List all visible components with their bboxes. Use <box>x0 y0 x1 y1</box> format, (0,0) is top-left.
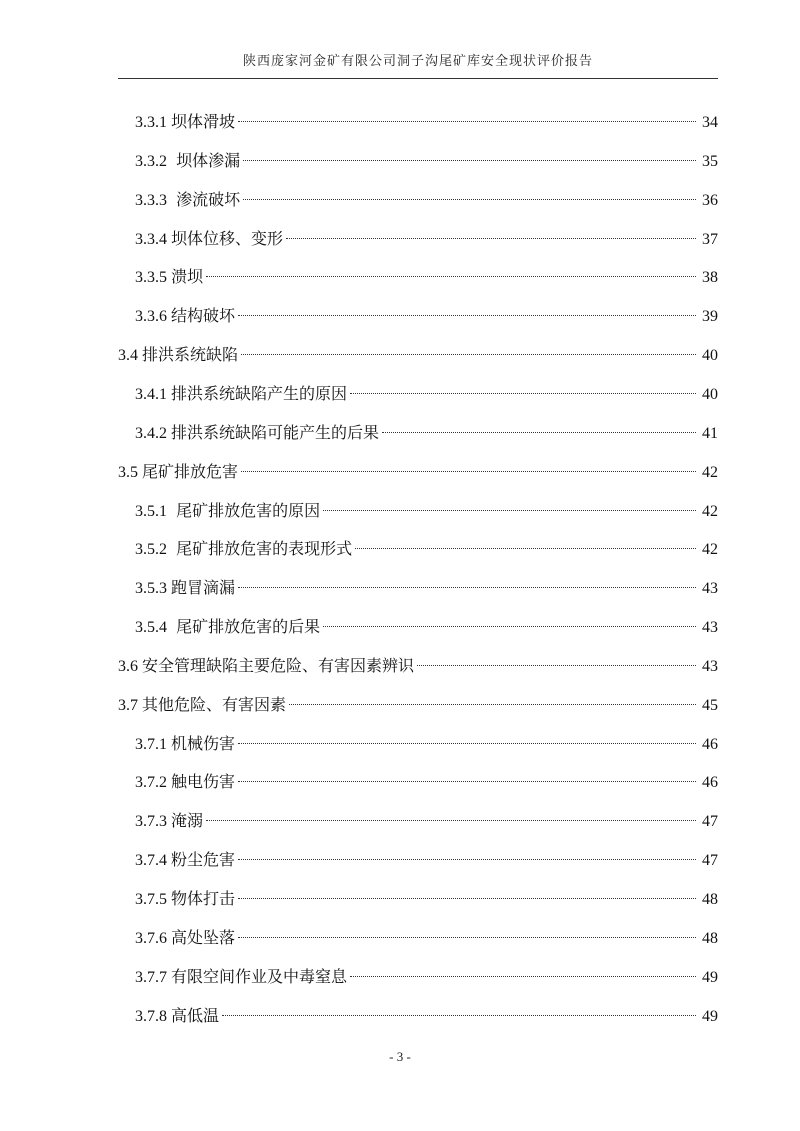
toc-entry-number: 3.3.6 <box>135 308 167 326</box>
toc-entry-number: 3.7.1 <box>135 735 167 753</box>
toc-entry[interactable] <box>118 692 718 718</box>
toc-dot-leader <box>206 820 696 821</box>
toc-entry-title: 淹溺 <box>171 811 204 831</box>
toc-entry-page: 42 <box>702 502 718 520</box>
toc-entry-page: 37 <box>702 230 718 248</box>
toc-entry-number: 3.7.6 <box>135 929 167 947</box>
toc-entry-page: 38 <box>702 269 718 287</box>
toc-dot-leader <box>350 976 696 977</box>
toc-entry-page: 45 <box>702 696 718 714</box>
toc-entry[interactable] <box>135 886 718 912</box>
toc-entry-page: 49 <box>702 1007 718 1025</box>
toc-entry[interactable] <box>135 614 718 640</box>
toc-entry-title: 机械伤害 <box>171 733 236 753</box>
toc-dot-leader <box>238 859 696 860</box>
toc-entry-title: 有限空间作业及中毒窒息 <box>171 966 348 986</box>
toc-entry-number: 3.5.4 <box>135 619 167 637</box>
toc-entry[interactable] <box>135 964 718 990</box>
toc-entry[interactable] <box>135 148 718 174</box>
toc-entry-page: 49 <box>702 968 718 986</box>
toc-entry-title: 高低温 <box>171 1005 220 1025</box>
toc-entry[interactable] <box>135 226 718 252</box>
toc-dot-leader <box>286 238 696 239</box>
page-header: 陕西庞家河金矿有限公司洞子沟尾矿库安全现状评价报告 <box>242 54 593 69</box>
toc-entry-title: 高处坠落 <box>171 927 236 947</box>
toc-dot-leader <box>241 354 696 355</box>
toc-entry-number: 3.3.1 <box>135 114 167 131</box>
toc-entry-title: 触电伤害 <box>171 772 236 792</box>
toc-entry-page: 46 <box>702 774 718 792</box>
toc-entry-page: 48 <box>702 891 718 908</box>
toc-entry[interactable] <box>135 420 718 446</box>
toc-entry-title: 排洪系统缺陷产生的原因 <box>171 383 348 403</box>
toc-dot-leader <box>238 587 696 588</box>
toc-entry-title: 排洪系统缺陷可能产生的后果 <box>171 422 380 442</box>
toc-dot-leader <box>238 315 696 316</box>
toc-entry-page: 48 <box>702 929 718 947</box>
toc-dot-leader <box>238 898 696 899</box>
toc-entry-page: 43 <box>702 657 718 675</box>
toc-dot-leader <box>222 1015 696 1016</box>
toc-entry[interactable] <box>118 653 718 679</box>
toc-entry-page: 47 <box>702 852 718 870</box>
toc-dot-leader <box>238 743 696 744</box>
toc-entry-title: 安全管理缺陷主要危险、有害因素辨识 <box>142 655 415 675</box>
toc-entry-title: 渗流破坏 <box>171 189 241 209</box>
toc-entry-number: 3.6 <box>118 657 138 675</box>
toc-entry[interactable] <box>135 1003 718 1029</box>
toc-entry-number: 3.7.7 <box>135 968 167 986</box>
toc-entry-number: 3.4.1 <box>135 385 167 403</box>
toc-entry-page: 40 <box>702 385 718 403</box>
toc-entry-page: 47 <box>702 813 718 831</box>
toc-entry-title: 坝体位移、变形 <box>171 228 284 248</box>
toc-entry[interactable] <box>135 847 718 873</box>
toc-entry-title: 其他危险、有害因素 <box>142 694 287 714</box>
toc-entry-number: 3.3.2 <box>135 152 167 170</box>
toc-entry-page: 43 <box>702 580 718 598</box>
toc-entry-title: 尾矿排放危害 <box>142 461 239 481</box>
toc-entry-page: 35 <box>702 152 718 170</box>
toc-entry-number: 3.5 <box>118 463 138 481</box>
toc-dot-leader <box>206 276 696 277</box>
toc-entry-page: 41 <box>702 424 718 442</box>
toc-dot-leader <box>417 665 696 666</box>
toc-entry-title: 尾矿排放危害的后果 <box>171 617 321 637</box>
toc-entry-title: 粉尘危害 <box>171 850 236 870</box>
toc-dot-leader <box>323 510 696 511</box>
toc-dot-leader <box>238 781 696 782</box>
toc-entry-number: 3.4 <box>118 347 138 365</box>
toc-entry-number: 3.7.5 <box>135 891 167 908</box>
toc-dot-leader <box>241 471 696 472</box>
toc-entry-title: 物体打击 <box>171 889 236 908</box>
toc-entry-title: 排洪系统缺陷 <box>142 345 239 365</box>
toc-entry-page: 42 <box>702 541 718 559</box>
page-number: - 3 - <box>389 1049 411 1064</box>
toc-dot-leader <box>243 199 696 200</box>
toc-dot-leader <box>243 160 696 161</box>
toc-entry-number: 3.5.2 <box>135 541 167 559</box>
toc-entry[interactable] <box>135 769 718 795</box>
toc-entry-number: 3.3.4 <box>135 230 167 248</box>
toc-entry-number: 3.7.2 <box>135 774 167 792</box>
toc-entry[interactable] <box>135 808 718 834</box>
toc-entry[interactable] <box>135 536 718 562</box>
toc-entry[interactable] <box>135 109 718 135</box>
toc-entry-page: 43 <box>702 619 718 637</box>
toc-dot-leader <box>289 704 696 705</box>
toc-entry-page: 36 <box>702 191 718 209</box>
toc-entry-title: 坝体渗漏 <box>171 150 241 170</box>
toc-dot-leader <box>323 626 696 627</box>
toc-entry-title: 结构破坏 <box>171 306 236 326</box>
toc-entry-title: 跑冒滴漏 <box>171 578 236 598</box>
toc-entry-number: 3.3.3 <box>135 191 167 209</box>
toc-entry[interactable] <box>118 342 718 368</box>
toc-entry-number: 3.7.8 <box>135 1007 167 1025</box>
toc-entry-page: 34 <box>702 114 718 131</box>
toc-entry[interactable] <box>135 731 718 757</box>
toc-entry[interactable] <box>135 381 718 407</box>
toc-entry-number: 3.5.3 <box>135 580 167 598</box>
toc-entry[interactable] <box>135 498 718 524</box>
toc-entry-number: 3.7.4 <box>135 852 167 870</box>
toc-entry-number: 3.4.2 <box>135 424 167 442</box>
toc-dot-leader <box>355 548 696 549</box>
toc-entry-page: 40 <box>702 347 718 365</box>
toc-dot-leader <box>238 937 696 938</box>
toc-entry[interactable] <box>135 303 718 329</box>
toc-entry-title: 坝体滑坡 <box>171 112 236 131</box>
toc-entry[interactable] <box>135 264 718 290</box>
toc-entry-page: 39 <box>702 308 718 326</box>
toc-dot-leader <box>382 432 696 433</box>
toc-entry[interactable] <box>135 187 718 213</box>
toc-entry[interactable] <box>135 925 718 951</box>
toc-entry-number: 3.7.3 <box>135 813 167 831</box>
toc-entry-page: 46 <box>702 735 718 753</box>
toc-entry-number: 3.5.1 <box>135 502 167 520</box>
toc-entry-page: 42 <box>702 463 718 481</box>
toc-entry-title: 尾矿排放危害的原因 <box>171 500 321 520</box>
toc-entry-number: 3.3.5 <box>135 269 167 287</box>
toc-entry[interactable] <box>135 575 718 601</box>
toc-entry-title: 尾矿排放危害的表现形式 <box>171 539 353 559</box>
toc-entry-title: 溃坝 <box>171 267 204 287</box>
toc-dot-leader <box>350 393 696 394</box>
toc-entry[interactable] <box>118 459 718 485</box>
toc-dot-leader <box>238 121 696 122</box>
toc-entry-number: 3.7 <box>118 696 138 714</box>
